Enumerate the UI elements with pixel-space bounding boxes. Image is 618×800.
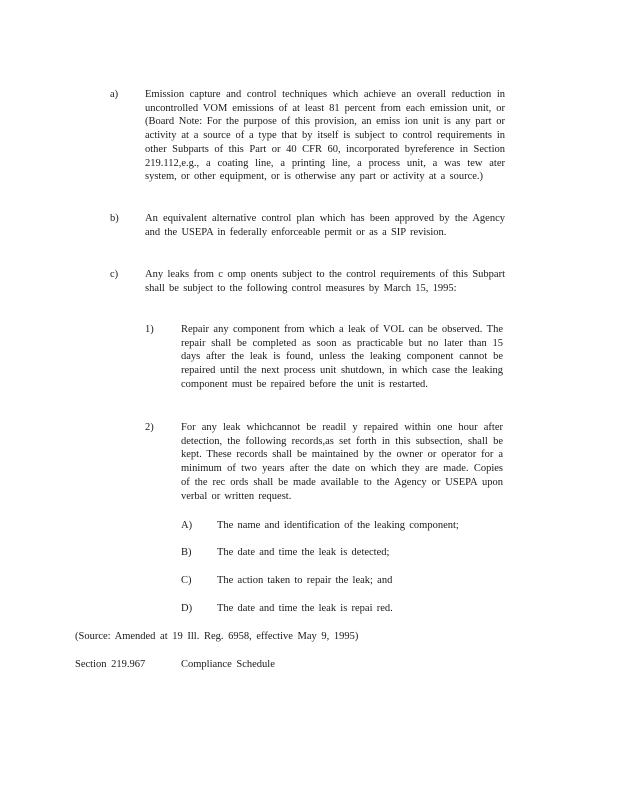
record-item-c-text: The action taken to repair the leak; and <box>217 575 393 586</box>
subparagraph-1 <box>0 323 618 408</box>
section-number: Section 219.967 <box>75 659 146 670</box>
paragraph-c <box>0 268 618 313</box>
subparagraph-2-text: For any leak whichcannot be readil y repaired within one hour after detection, the following records,as set forth in this subsection, shall be kept. These records shall be maintained by the owner or operator for a minimum of two years after the date on which they are made. Copies of the rec ords shall be made available to the Agency or USEPA upon verbal or written request. <box>181 422 503 502</box>
paragraph-b <box>0 212 618 257</box>
source-note: (Source: Amended at 19 Ill. Reg. 6958, effective May 9, 1995) <box>75 631 359 642</box>
record-item-c <box>0 574 618 590</box>
record-item-a-label: A) <box>181 520 193 531</box>
record-item-c-label: C) <box>181 575 192 586</box>
paragraph-b-label: b) <box>110 213 119 224</box>
paragraph-a <box>0 88 618 203</box>
record-item-b-text: The date and time the leak is detected; <box>217 547 390 558</box>
record-item-d-text: The date and time the leak is repai red. <box>217 603 393 614</box>
record-item-b-label: B) <box>181 547 192 558</box>
subparagraph-1-text: Repair any component from which a leak of VOL can be observed. The repair shall be completed as soon as practicable but no later than 15 days after the leak is found, unless the leaking component cannot be repaired until the next process unit shutdown, in which case the leaking component must be repaired before the unit is restarted. <box>181 324 503 390</box>
record-item-d-label: D) <box>181 603 193 614</box>
section-title: Compliance Schedule <box>181 659 275 670</box>
paragraph-a-label: a) <box>110 89 119 100</box>
subparagraph-2 <box>0 421 618 506</box>
paragraph-b-text: An equivalent alternative control plan which has been approved by the Agency and the USEPA in federally enforceable permit or as a SIP revision. <box>145 213 505 238</box>
record-item-a <box>0 519 618 535</box>
paragraph-c-label: c) <box>110 269 119 280</box>
subparagraph-2-label: 2) <box>145 422 154 433</box>
record-item-d <box>0 602 618 618</box>
paragraph-a-text: Emission capture and control techniques which achieve an overall reduction in uncontrolled VOM emissions of at least 81 percent from each emission unit, or (Board Note: For the purpose of this provision, an emiss ion unit is any part or activity at a source of a type that by itself is subject to control requirements in other Subparts of this Part or 40 CFR 60, incorporated byreference in Section 219.112,e.g., a coating line, a printing line, a process unit, a was tew ater system, or other equipment, or is otherwise any part or activity at a source.) <box>145 89 505 183</box>
paragraph-c-text: Any leaks from c omp onents subject to the control requirements of this Subpart shall be subject to the following control measures by March 15, 1995: <box>145 269 505 294</box>
record-item-a-text: The name and identification of the leaking component; <box>217 520 459 531</box>
subparagraph-1-label: 1) <box>145 324 154 335</box>
record-item-b <box>0 546 618 562</box>
